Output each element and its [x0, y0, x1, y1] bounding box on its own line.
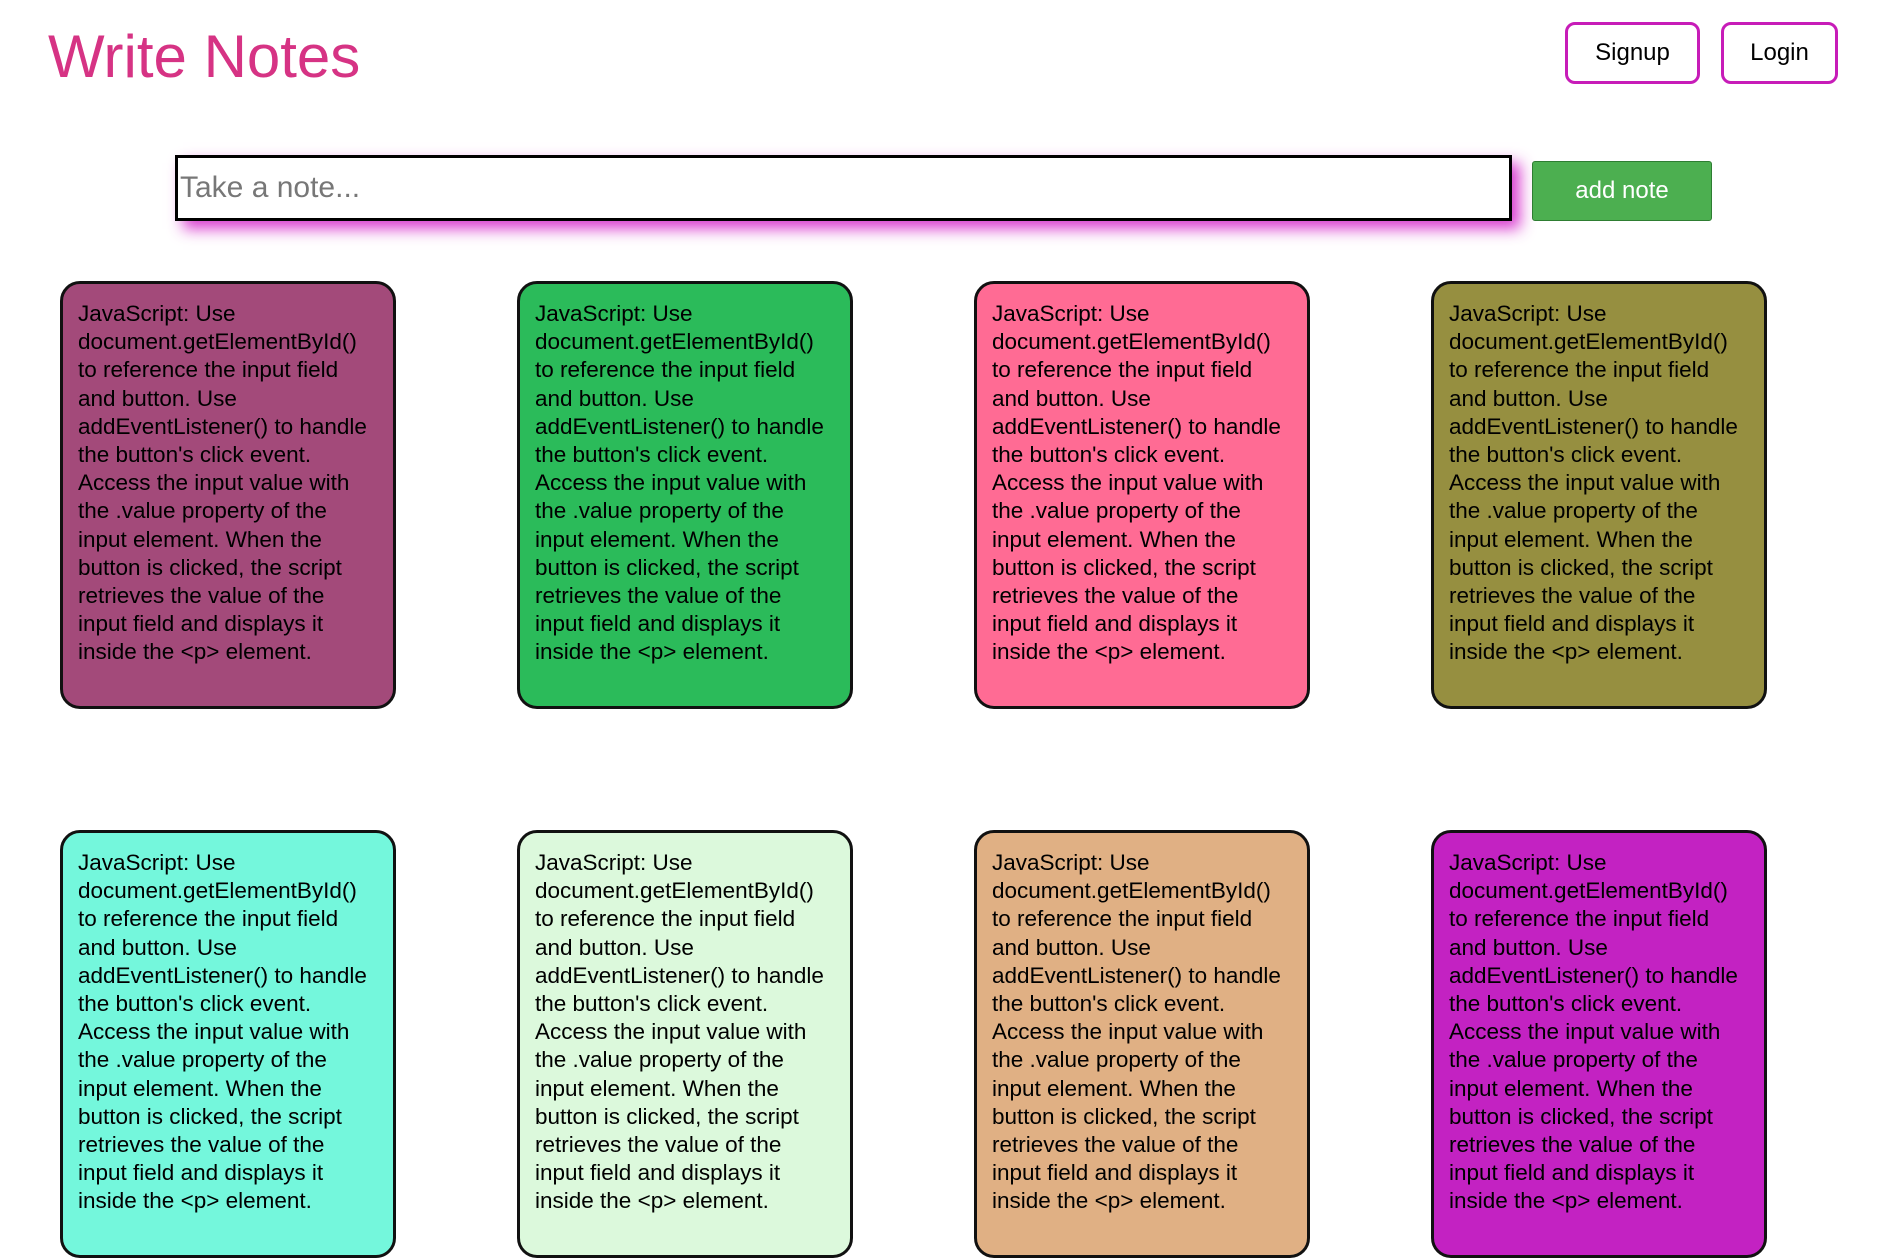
note-card: [60, 281, 396, 709]
note-card: [60, 830, 396, 1258]
note-text: JavaScript: Use document.getElementById() to reference the input field and button. Use addEventListener() to handle the button's click event. Access the input value with the .value property of the input element. When the button is clicked, the script retrieves the value of the input field and displays it inside the <p> element.: [992, 301, 1281, 665]
note-text: JavaScript: Use document.getElementById() to reference the input field and button. Use addEventListener() to handle the button's click event. Access the input value with the .value property of the input element. When the button is clicked, the script retrieves the value of the input field and displays it inside the <p> element.: [1449, 850, 1738, 1214]
note-text: JavaScript: Use document.getElementById() to reference the input field and button. Use addEventListener() to handle the button's click event. Access the input value with the .value property of the input element. When the button is clicked, the script retrieves the value of the input field and displays it inside the <p> element.: [78, 850, 367, 1214]
note-card: [974, 281, 1310, 709]
note-text: JavaScript: Use document.getElementById() to reference the input field and button. Use addEventListener() to handle the button's click event. Access the input value with the .value property of the input element. When the button is clicked, the script retrieves the value of the input field and displays it inside the <p> element.: [992, 850, 1281, 1214]
note-card: [517, 281, 853, 709]
note-text: JavaScript: Use document.getElementById() to reference the input field and button. Use addEventListener() to handle the button's click event. Access the input value with the .value property of the input element. When the button is clicked, the script retrieves the value of the input field and displays it inside the <p> element.: [535, 301, 824, 665]
note-card: [1431, 281, 1767, 709]
signup-button[interactable]: Signup: [1565, 22, 1700, 84]
login-button[interactable]: Login: [1721, 22, 1838, 84]
note-text: JavaScript: Use document.getElementById() to reference the input field and button. Use addEventListener() to handle the button's click event. Access the input value with the .value property of the input element. When the button is clicked, the script retrieves the value of the input field and displays it inside the <p> element.: [1449, 301, 1738, 665]
note-input[interactable]: [175, 155, 1512, 221]
note-card: [1431, 830, 1767, 1258]
note-card: [517, 830, 853, 1258]
page-title: Write Notes: [48, 23, 361, 90]
add-note-button[interactable]: add note: [1532, 161, 1712, 221]
note-text: JavaScript: Use document.getElementById() to reference the input field and button. Use addEventListener() to handle the button's click event. Access the input value with the .value property of the input element. When the button is clicked, the script retrieves the value of the input field and displays it inside the <p> element.: [78, 301, 367, 665]
note-card: [974, 830, 1310, 1258]
note-text: JavaScript: Use document.getElementById() to reference the input field and button. Use addEventListener() to handle the button's click event. Access the input value with the .value property of the input element. When the button is clicked, the script retrieves the value of the input field and displays it inside the <p> element.: [535, 850, 824, 1214]
